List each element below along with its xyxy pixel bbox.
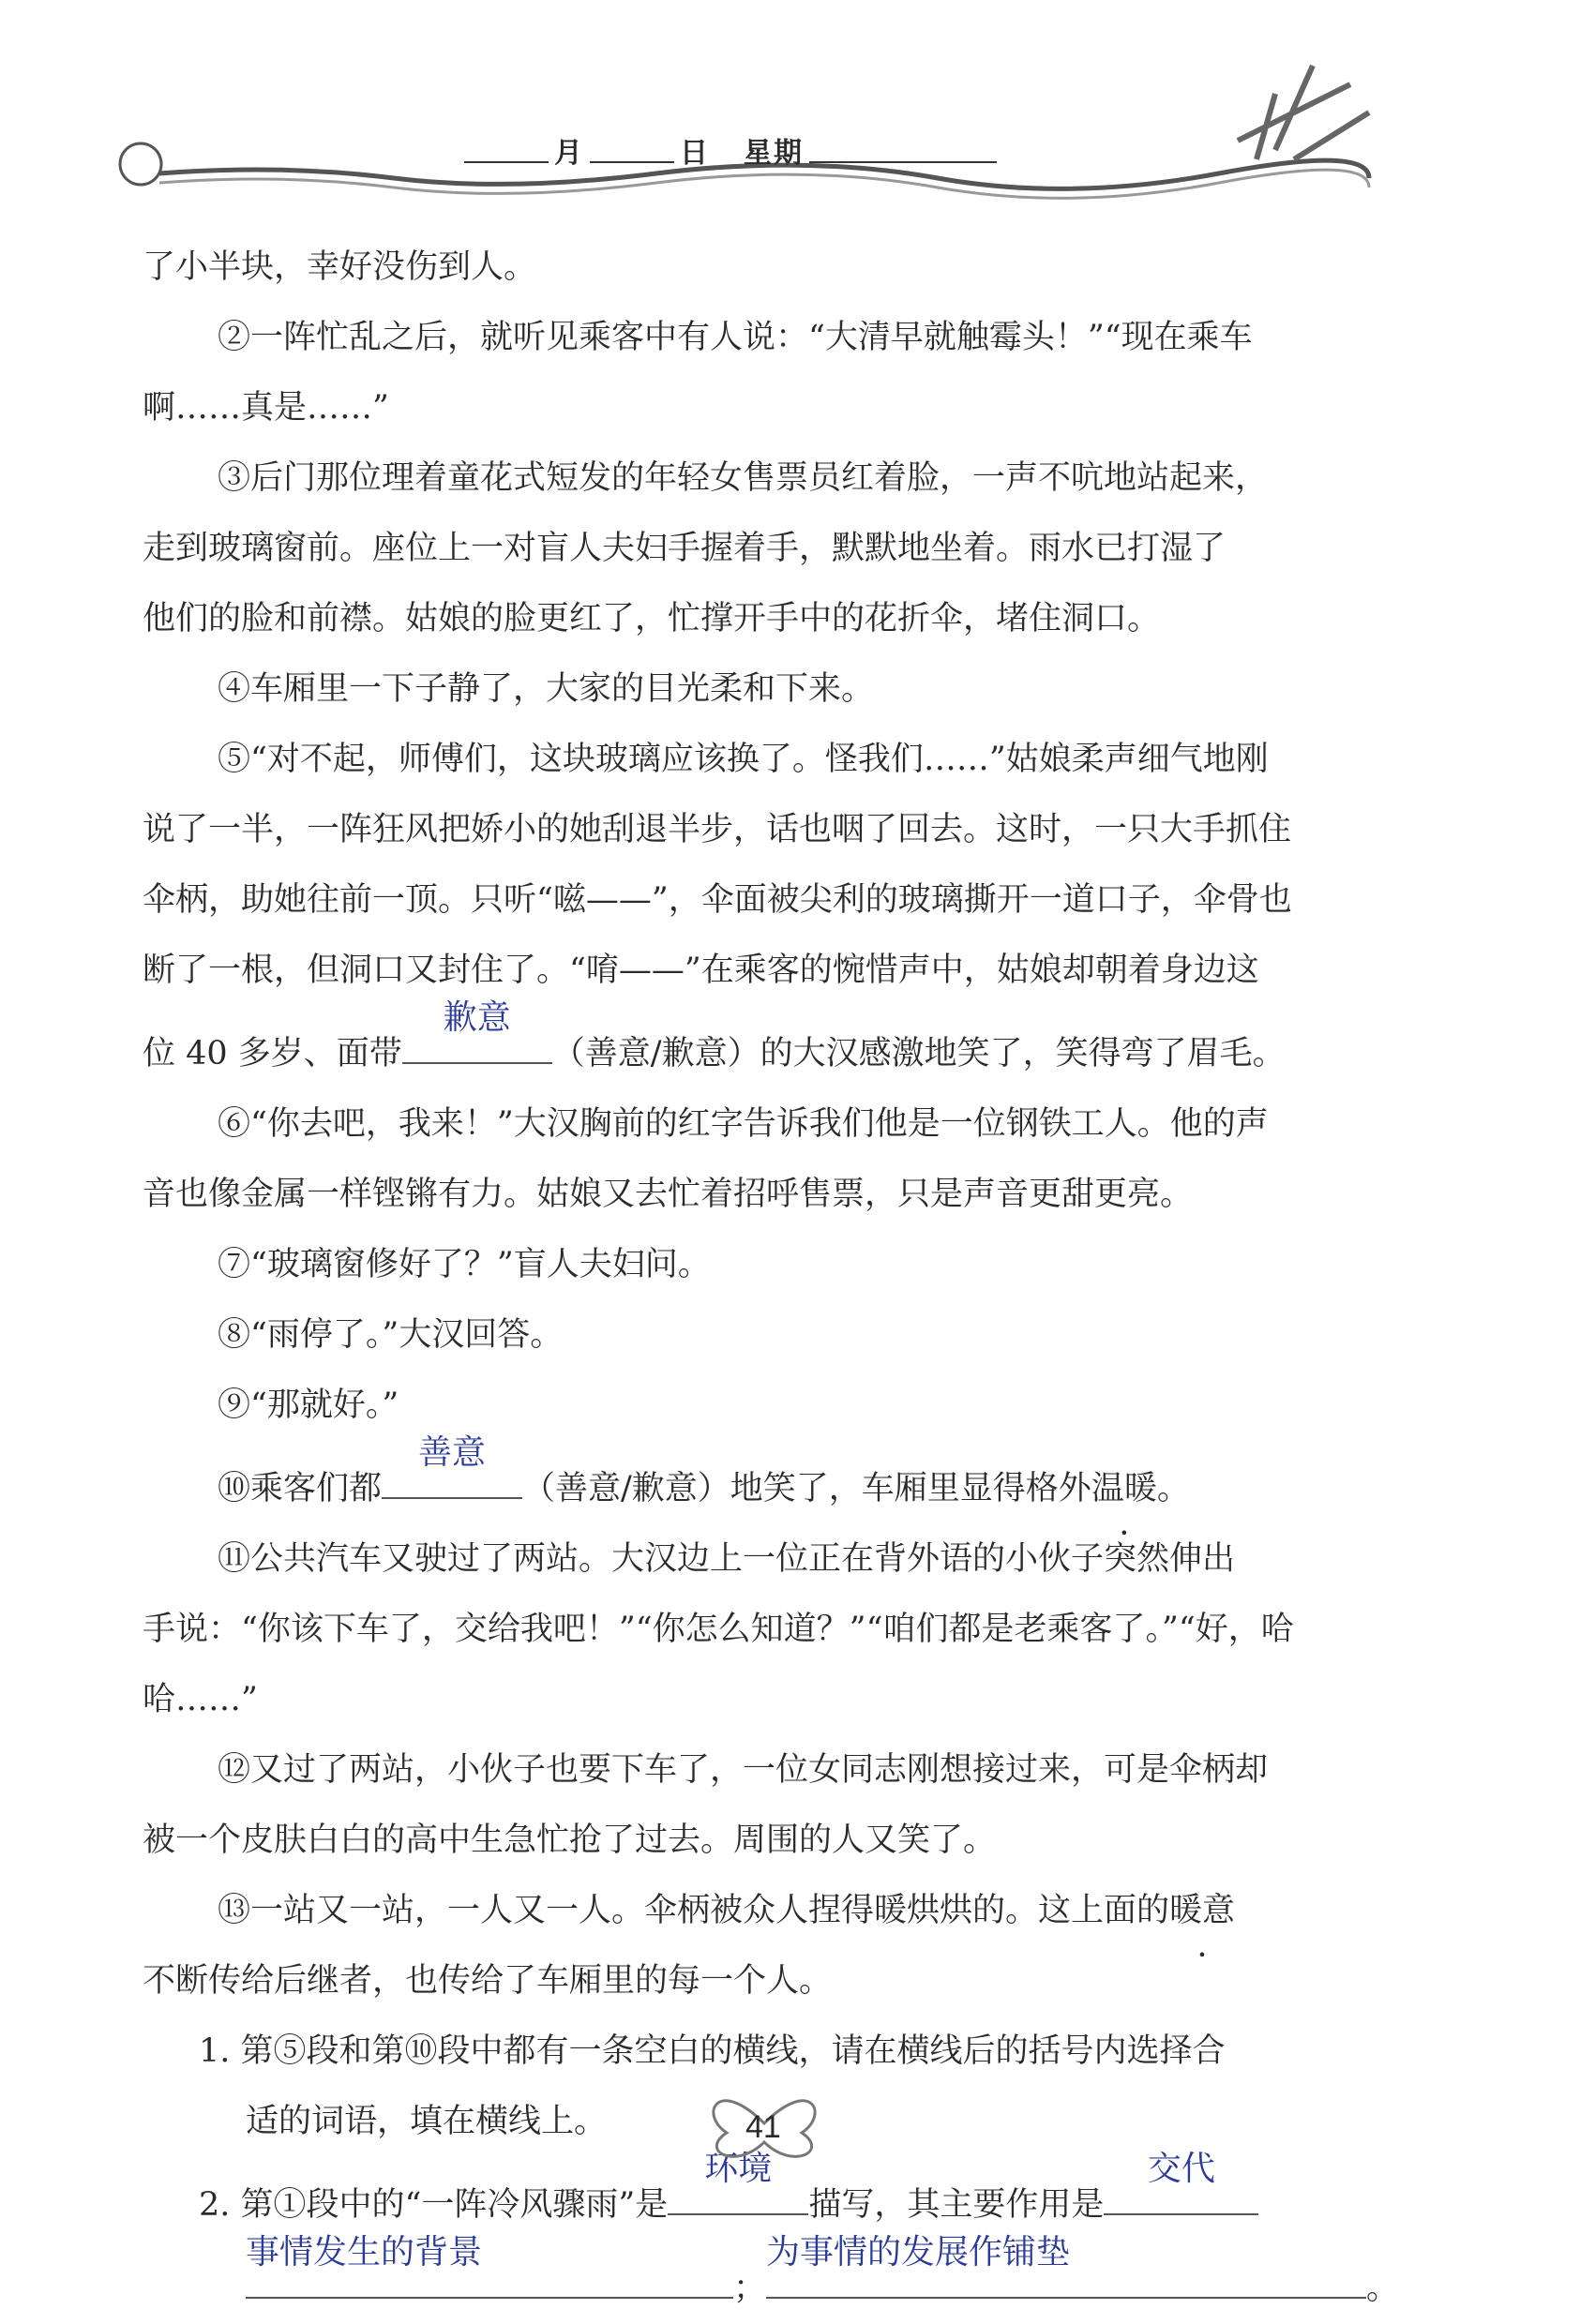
emphasized-word: 温暖 — [1091, 1470, 1157, 1507]
emphasized-word: 暖意 — [1169, 1892, 1236, 1929]
answer-blank-5[interactable] — [246, 2233, 733, 2299]
paragraph-line: 走到玻璃窗前。座位上一对盲人夫妇手握着手，默默地坐着。雨水已打湿了 — [143, 530, 1226, 567]
paragraph-line: 了小半块，幸好没伤到人。 — [143, 248, 537, 286]
paragraph-line: ⑥“你去吧，我来！”大汉胸前的红字告诉我们他是一位钢铁工人。他的声 — [218, 1105, 1269, 1143]
lightbulb-icon — [120, 143, 161, 185]
text: ⑬一站又一站，一人又一人。伞柄被众人捏得暖烘烘的。这上面的 — [218, 1892, 1170, 1929]
text: 2. 第①段中的“一阵冷风骤雨”是 — [199, 2186, 669, 2224]
text: ⑩乘客们都 — [218, 1470, 383, 1507]
weekday-label: 星期 — [744, 137, 804, 170]
paragraph-line: 啊……真是……” — [143, 389, 389, 427]
month-label: 月 — [554, 137, 584, 170]
paragraph-line: ⑫又过了两站，小伙子也要下车了，一位女同志刚想接过来，可是伞柄却 — [218, 1751, 1269, 1789]
paragraph-line — [143, 1433, 1385, 1524]
answer-blank-1[interactable] — [402, 998, 552, 1064]
answer-blank-2[interactable] — [382, 1433, 522, 1499]
paragraph-line: ④车厢里一下子静了，大家的目光柔和下来。 — [218, 670, 875, 708]
paragraph-line: 哈……” — [143, 1681, 258, 1718]
text: 描写，其主要作用是 — [808, 2186, 1105, 2224]
paragraph-line: 不断传给后继者，也传给了车厢里的每一个人。 — [143, 1962, 833, 2000]
text: 位 40 多岁、面带 — [143, 1035, 402, 1072]
day-label: 日 — [680, 137, 710, 170]
handwritten-answer: 事情发生的背景 — [246, 2233, 483, 2272]
answer-blank-4[interactable] — [1104, 2150, 1258, 2215]
paragraph-line: ⑦“玻璃窗修好了？”盲人夫妇问。 — [218, 1246, 711, 1283]
paragraph-line: ⑨“那就好。” — [218, 1387, 399, 1424]
paragraph-line: ⑪公共汽车又驶过了两站。大汉边上一位正在背外语的小伙子突然伸出 — [218, 1540, 1236, 1578]
question-2-cont — [143, 2233, 1400, 2324]
question-1-cont: 适的词语，填在横线上。 — [246, 2103, 608, 2140]
text: ； — [733, 2270, 767, 2307]
paragraph-line: 音也像金属一样铿锵有力。姑娘又去忙着招呼售票，只是声音更甜更亮。 — [143, 1176, 1194, 1213]
page-header — [0, 0, 1580, 216]
paragraph-line: ③后门那位理着童花式短发的年轻女售票员红着脸，一声不吭地站起来， — [218, 459, 1269, 497]
text: 。 — [1156, 1470, 1190, 1507]
paragraph-line — [143, 998, 1385, 1089]
handwritten-answer: 交代 — [1147, 2150, 1215, 2188]
handwritten-answer: 环境 — [704, 2150, 773, 2188]
text: （善意/歉意）的大汉感激地笑了，笑得弯了眉毛。 — [551, 1035, 1286, 1072]
paragraph-line: ⑧“雨停了。”大汉回答。 — [218, 1316, 564, 1354]
text: 。 — [1366, 2270, 1400, 2307]
text: （善意/歉意）地笑了，车厢里显得格外 — [522, 1470, 1091, 1507]
page-number: 41 — [745, 2109, 781, 2145]
flower-icon — [1238, 66, 1369, 159]
passage — [143, 232, 1400, 2324]
paragraph-line: 他们的脸和前襟。姑娘的脸更红了，忙撑开手中的花折伞，堵住洞口。 — [143, 600, 1161, 637]
header-decoration — [0, 0, 1580, 216]
paragraph-line: 伞柄，助她往前一顶。只听“嗞——”，伞面被尖利的玻璃撕开一道口子，伞骨也 — [143, 881, 1292, 919]
paragraph-line — [143, 1876, 1385, 1946]
paragraph-line: ②一阵忙乱之后，就听见乘客中有人说：“大清早就触霉头！”“现在乘车 — [218, 319, 1253, 356]
handwritten-answer: 善意 — [418, 1433, 487, 1472]
paragraph-line: 被一个皮肤白白的高中生急忙抢了过去。周围的人又笑了。 — [143, 1822, 997, 1859]
paragraph-line: 说了一半，一阵狂风把娇小的她刮退半步，话也咽了回去。这时，一只大手抓住 — [143, 811, 1292, 848]
question-1: 1. 第⑤段和第⑩段中都有一条空白的横线，请在横线后的括号内选择合 — [199, 2032, 1226, 2070]
paragraph-line: 手说：“你该下车了，交给我吧！”“你怎么知道？”“咱们都是老乘客了。”“好，哈 — [143, 1611, 1294, 1648]
answer-blank-6[interactable] — [766, 2233, 1366, 2299]
date-line — [464, 129, 997, 171]
handwritten-answer: 为事情的发展作铺垫 — [766, 2233, 1071, 2272]
paragraph-line: 断了一根，但洞口又封住了。“唷——”在乘客的惋惜声中，姑娘却朝着身边这 — [143, 952, 1259, 989]
paragraph-line: ⑤“对不起，师傅们，这块玻璃应该换了。怪我们……”姑娘柔声细气地刚 — [218, 741, 1269, 778]
handwritten-answer: 歉意 — [443, 998, 511, 1037]
